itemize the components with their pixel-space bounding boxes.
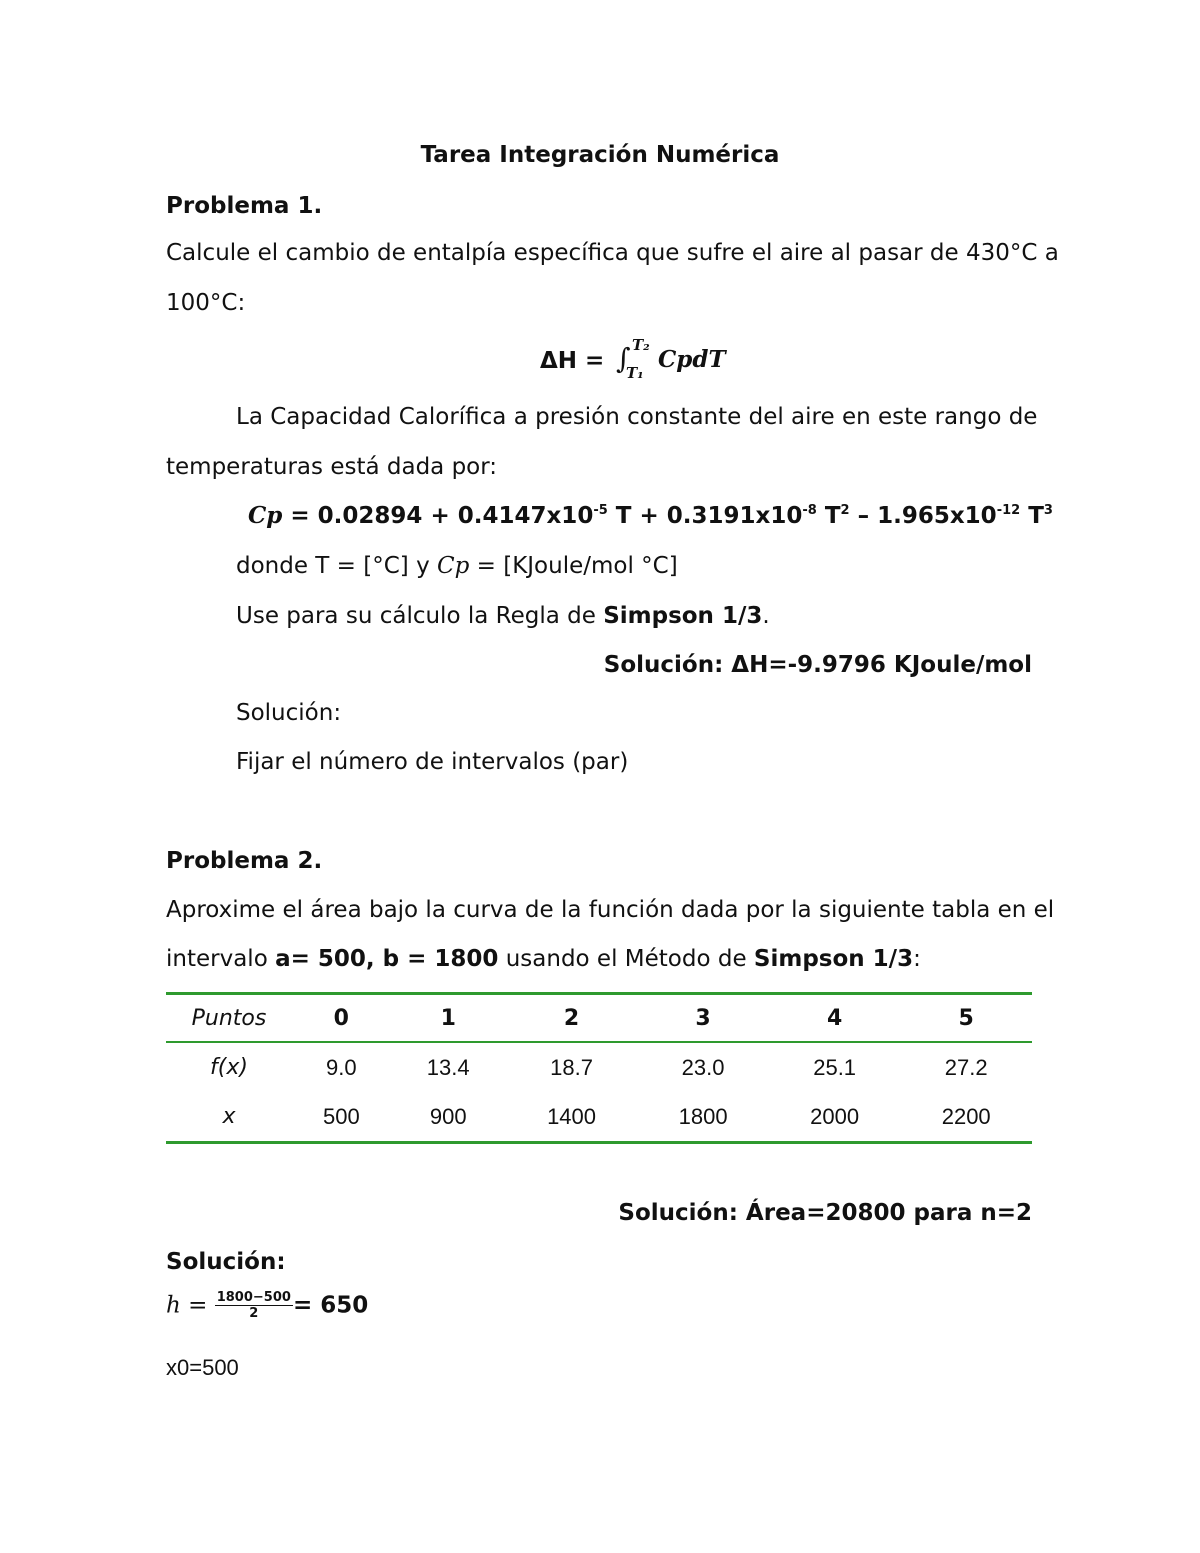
table-cell: 1400 [506,1092,638,1143]
table-cell: 2000 [769,1092,901,1143]
table-row-label: f(x) [210,1055,248,1080]
table-header-cell: 0 [292,994,391,1043]
data-table [166,992,1032,1144]
table-cell: 1800 [637,1092,769,1143]
x0-line: x0=500 [166,1355,239,1380]
units-text-2: = [KJoule/mol °C] [469,553,678,579]
problem1-statement-line2: 100°C: [166,290,246,316]
problem1-work-step: Fijar el número de intervalos (par) [236,749,629,775]
units-line [236,553,678,579]
method-name: Simpson 1/3 [603,603,763,629]
integral-lower-limit: T₁ [626,364,644,382]
cp-exp-3: 2 [840,503,850,518]
table-cell: 13.4 [426,1054,470,1080]
table-header-row [166,994,1032,1043]
problem2-work-label: Solución: [166,1249,286,1275]
table-row [166,1092,1032,1143]
table-header-cell: 3 [637,994,769,1043]
problem1-solution [604,652,1032,678]
problem2-solution-value: Área=20800 para n=2 [737,1200,1032,1226]
table-header-cell: 2 [506,994,638,1043]
table-cell: 500 [292,1092,391,1143]
table-row-label: x [166,1092,292,1143]
table-cell: 23.0 [681,1054,725,1080]
table-header-cell: 5 [900,994,1032,1043]
integrand: CpdT [658,346,726,373]
page-title: Tarea Integración Numérica [420,142,780,168]
h-fraction [215,1290,293,1321]
table-cell: 27.2 [944,1054,988,1080]
interval-bounds: a= 500, b = 1800 [275,946,499,972]
interval-text: intervalo [166,946,276,972]
method-intro-text: usando el Método de [498,946,754,972]
integral-upper-limit: T₂ [632,336,650,354]
problem2-statement-line1: Aproxime el área bajo la curva de la función dada por la siguiente tabla en el [166,897,1055,923]
cp-equation [248,502,1053,529]
problem2-heading: Problema 2. [166,848,323,874]
method-line [236,603,770,629]
problem1-heading: Problema 1. [166,193,323,219]
cp-exp-2: -8 [802,503,817,518]
cp-term-3: T [816,503,841,529]
table-header-cell: 1 [391,994,506,1043]
integral-sign: ∫ [616,342,631,375]
table-cell: 25.1 [813,1054,857,1080]
table-cell: 900 [391,1092,506,1143]
table-row [166,1042,1032,1092]
table-cell: 18.7 [550,1054,593,1080]
cp-exp-1: -5 [593,503,608,518]
problem2-statement-line2 [166,946,921,972]
cp-intro-line2: temperaturas está dada por: [166,454,498,480]
table-cell: 2200 [900,1092,1032,1143]
method-period: . [762,603,770,629]
statement-colon: : [913,946,921,972]
method-text: Use para su cálculo la Regla de [236,603,604,629]
cp-exp-5: 3 [1043,503,1053,518]
cp-term-4: – 1.965x10 [849,503,997,529]
problem2-method-name: Simpson 1/3 [753,946,914,972]
cp-symbol: Cp [248,502,283,529]
h-numerator: 1800−500 [216,1290,291,1305]
h-variable: h = [166,1292,208,1319]
problem1-solution-label: Solución: [603,652,724,678]
table-header-label: Puntos [166,994,292,1043]
h-result: = 650 [292,1292,369,1319]
problem1-solution-value: ΔH=-9.9796 KJoule/mol [723,652,1032,678]
cp-term-1: = 0.02894 + 0.4147x10 [282,503,594,529]
cp-intro-line1: La Capacidad Calorífica a presión constante del aire en este rango de [236,404,1038,430]
cp-term-5: T [1020,503,1044,529]
problem1-work-label: Solución: [236,700,342,726]
h-denominator: 2 [249,1306,259,1321]
cp-term-2: T + 0.3191x10 [607,503,803,529]
units-cp-symbol: Cp [437,553,470,579]
table-header-cell: 4 [769,994,901,1043]
problem2-solution [618,1200,1032,1226]
problem2-solution-label: Solución: [618,1200,738,1226]
h-formula [166,1290,368,1321]
cp-exp-4: -12 [996,503,1021,518]
table-cell: 9.0 [326,1054,357,1080]
units-text-1: donde T = [°C] y [236,553,430,579]
formula-lhs: ΔH = [540,348,605,374]
problem1-statement-line1: Calcule el cambio de entalpía específica que sufre el aire al pasar de 430°C a [166,240,1059,266]
